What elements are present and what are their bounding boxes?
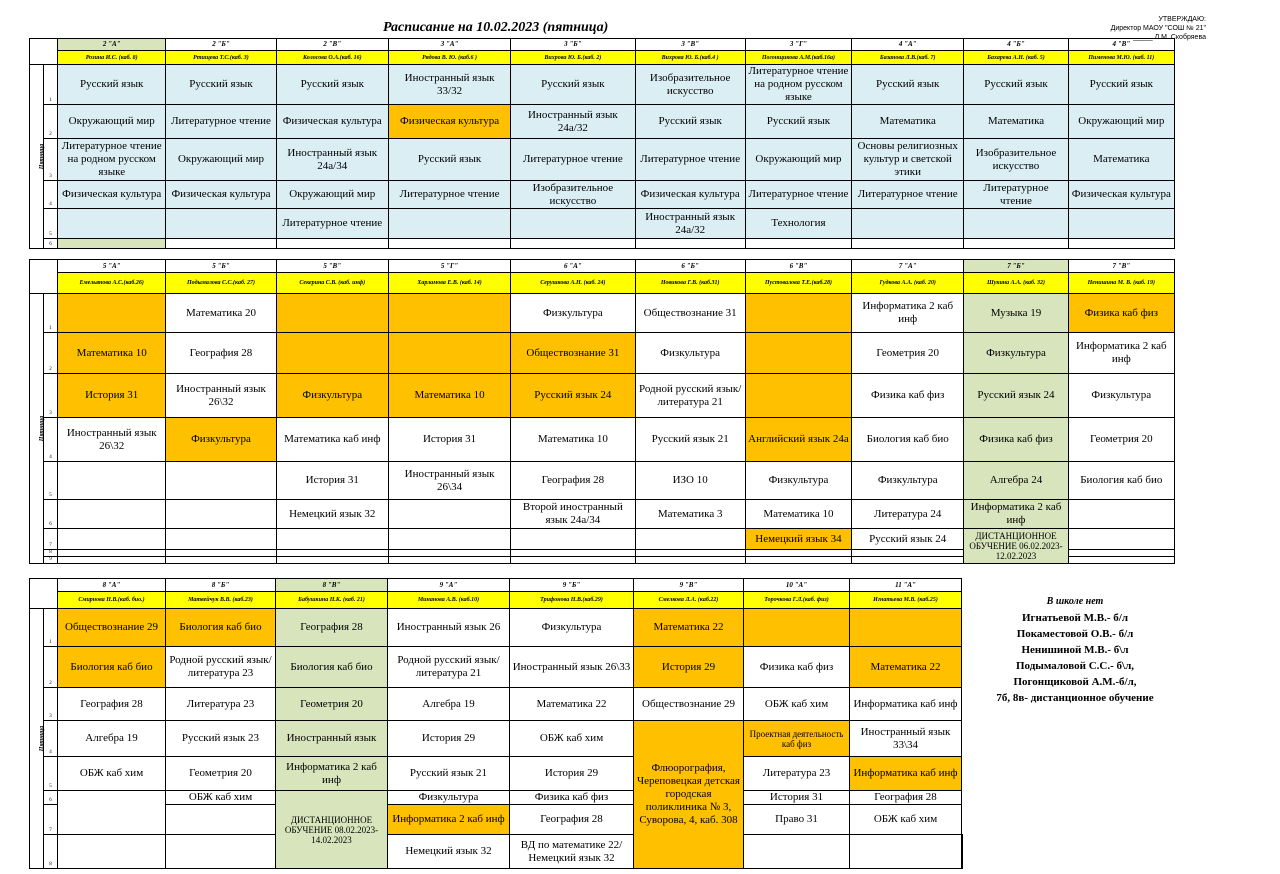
corner-cell [30,260,58,294]
lesson-cell: Родной русский язык/литература 21 [635,374,745,418]
lesson-cell [166,462,276,500]
lesson-cell [964,209,1068,239]
lesson-cell: ОБЖ каб хим [166,791,276,805]
lesson-cell: Литературное чтение [388,181,510,209]
lesson-cell: Математика 3 [635,500,745,529]
lesson-cell: ОБЖ каб хим [744,688,850,721]
class-header: 3 "В" [635,39,745,51]
lesson-cell: Окружающий мир [1068,105,1174,139]
class-header: 9 "В" [634,579,744,592]
lesson-cell [58,835,166,869]
class-header: 5 "В" [276,260,388,273]
lesson-cell [388,294,510,333]
lesson-cell: Русский язык 24 [511,374,635,418]
lesson-cell: Математика 20 [166,294,276,333]
corner-cell [30,39,58,65]
lesson-cell: Физика каб физ [1068,294,1174,333]
lesson-cell [852,209,964,239]
class-header: 4 "В" [1068,39,1174,51]
lesson-cell: Физкультура [964,333,1068,374]
teacher-cell: Гудкова А.А. (каб. 20) [852,273,964,294]
lesson-cell: Изобразительное искусство [511,181,635,209]
lesson-cell: Литература 23 [166,688,276,721]
lesson-cell [58,529,166,550]
lesson-cell [511,209,635,239]
class-header: 9 "Б" [510,579,634,592]
teacher-cell: Игнатьева М.В. (каб.25) [850,592,962,609]
teacher-cell: Вихрова Ю. Б.(каб. 2) [511,51,635,65]
lesson-cell [166,805,276,835]
lesson-cell: Математика [852,105,964,139]
lesson-cell: Русский язык [511,65,635,105]
lesson-cell [744,835,850,869]
class-header: 8 "А" [58,579,166,592]
lesson-cell: Математика 10 [745,500,851,529]
lesson-cell [388,209,510,239]
class-header: 7 "Б" [964,260,1068,273]
class-header: 6 "Б" [635,260,745,273]
lesson-cell: Биология каб био [58,647,166,688]
lesson-cell: Физическая культура [1068,181,1174,209]
teacher-cell: Минанова А.В. (каб.10) [388,592,510,609]
lesson-cell: География 28 [276,609,388,647]
lesson-cell [58,209,166,239]
lesson-cell: Литературное чтение [635,139,745,181]
class-header: 7 "А" [852,260,964,273]
teacher-cell: Колосова О.А.(каб. 16) [276,51,388,65]
class-header: 6 "В" [745,260,851,273]
lesson-cell: Физика каб физ [744,647,850,688]
lesson-cell: Окружающий мир [166,139,276,181]
lesson-cell: Иностранный язык 26\32 [166,374,276,418]
day-label: Пятница [30,65,44,249]
page-title: Расписание на 10.02.2023 (пятница) [383,20,609,35]
lesson-cell [276,529,388,550]
lesson-cell: Русский язык [964,65,1068,105]
lesson-cell: Физкультура [166,418,276,462]
approval-line: Директор МАОУ "СОШ № 21" [1110,25,1206,32]
lesson-cell: Литературное чтение [964,181,1068,209]
lesson-cell [58,500,166,529]
lesson-cell [58,294,166,333]
lesson-cell: Изобразительное искусство [964,139,1068,181]
distance-learning-cell: ДИСТАНЦИОННОЕ ОБУЧЕНИЕ 08.02.2023-14.02.2023 [276,791,388,869]
lesson-cell: Физкультура [1068,374,1174,418]
lesson-cell: Математика 22 [510,688,634,721]
lesson-cell: Иностранный язык 24а/32 [511,105,635,139]
distance-learning-cell: ДИСТАНЦИОННОЕ ОБУЧЕНИЕ 06.02.2023-12.02.2023 [964,529,1068,564]
lesson-cell: История 29 [388,721,510,757]
lesson-cell: Обществознание 31 [511,333,635,374]
class-header: 5 "Г" [388,260,510,273]
lesson-cell: Русский язык 21 [635,418,745,462]
absence-note-line: Подымаловой С.С.- б\л, [1015,660,1135,672]
lesson-cell: Физическая культура [388,105,510,139]
absence-note-line: 7б, 8в- дистанционное обучение [996,692,1154,704]
lesson-cell: Информатика 2 каб инф [1068,333,1174,374]
lesson-cell: Иностранный язык 33/32 [388,65,510,105]
lesson-cell: Литературное чтение [166,105,276,139]
lesson-cell: География 28 [166,333,276,374]
absence-note-heading: В школе нет [1046,596,1104,607]
lesson-cell: Окружающий мир [58,105,166,139]
lesson-cell: Физическая культура [276,105,388,139]
absence-note-line: Ненишиной М.В.- б\л [1021,644,1129,656]
lesson-cell: Проектная деятельность каб физ [744,721,850,757]
lesson-cell: Алгебра 24 [964,462,1068,500]
lesson-cell: Математика [1068,139,1174,181]
lesson-cell: История 29 [634,647,744,688]
lesson-cell: Геометрия 20 [166,757,276,791]
lesson-cell [58,462,166,500]
lesson-cell: Немецкий язык 34 [745,529,851,550]
lesson-cell: ОБЖ каб хим [850,805,962,835]
teacher-cell: Бабушкина Н.К. (каб. 21) [276,592,388,609]
class-header: 4 "А" [852,39,964,51]
teacher-cell: Смелкова Л.А. (каб.22) [634,592,744,609]
lesson-cell: Основы религиозных культур и светской этики [852,139,964,181]
lesson-cell: ОБЖ каб хим [510,721,634,757]
lesson-cell [166,500,276,529]
lesson-cell: Родной русский язык/литература 21 [388,647,510,688]
lesson-cell: Физическая культура [166,181,276,209]
lesson-cell: Русский язык 24 [964,374,1068,418]
class-header: 3 "А" [388,39,510,51]
lesson-cell: Английский язык 24а [745,418,851,462]
class-header: 5 "А" [58,260,166,273]
lesson-cell: Музыка 19 [964,294,1068,333]
lesson-cell [276,294,388,333]
lesson-cell: Русский язык 21 [388,757,510,791]
lesson-cell: Литература 23 [744,757,850,791]
teacher-cell: Розина И.С. (каб. 8) [58,51,166,65]
lesson-cell: Иностранный язык 26 [388,609,510,647]
lesson-cell [388,500,510,529]
schedule-table-senior: 8 "А" 8 "Б" 8 "В" 9 "А" 9 "Б" 9 "В" 10 "А" 11 "А" Смирнова Н.В.(каб. био.) Матвейчук В.В. (каб.23) Бабушкина Н.К. (каб. 21) Минанова А.В. (каб.10) Трифонова Н.В.(каб.29) Смелкова Л.А. (каб.22) Торочкова Г.Л.(каб. физ) Игнатьева М.В. (каб.25) Пятница 1 Обществознание 29 Биология каб био География 28 Иностранный язык 26 Физкультура Математика 22 2 Биология каб био Родной русский язык/литература 23 Биология каб био Родной русский язык/литература 21 Иностранный язык 26\33 История 29 Физика каб физ Математика 22 3 География 28 Литература 23 Геометрия 20 Алгебра 19 Математика 22 Обществознание 29 ОБЖ каб хим Информатика каб инф 4 Алгебра 19 Русский язык 23 Иностранный язык История 29 ОБЖ каб хим Флюорография, Череповецкая детская городская поликлиника № 3, Суворова, 4, каб. 308 Проектная деятельность каб физ Иностранный язык 33\34 5 ОБЖ каб хим Геометрия 20 Информатика 2 каб инф Русский язык 21 История 29 Литература 23 Информатика каб инф 6 ОБЖ каб хим ДИСТАНЦИОННОЕ ОБУЧЕНИЕ 08.02.2023-14.02.2023 Физкультура Физика каб физ История 31 География 28 7 Информатика 2 каб инф География 28 Право 31 ОБЖ каб хим 8 Немецкий язык 32 ВД по математике 22/ Немецкий язык 32 [29,578,963,869]
lesson-cell: Обществознание 29 [634,688,744,721]
lesson-cell: Иностранный язык 33\34 [850,721,962,757]
lesson-cell: Математика 22 [850,647,962,688]
lesson-cell: Обществознание 29 [58,609,166,647]
teacher-cell: Погонщикова А.М.(каб.16а) [745,51,851,65]
lesson-cell: Русский язык [276,65,388,105]
lesson-cell: Технология [745,209,851,239]
lesson-cell: ВД по математике 22/ Немецкий язык 32 [510,835,634,869]
lesson-cell: История 31 [388,418,510,462]
lesson-cell: Биология каб био [166,609,276,647]
lesson-cell: Физкультура [388,791,510,805]
teacher-cell: Секерина С.В. (каб. инф) [276,273,388,294]
absence-note-line: Покаместовой О.В.- б/л [1016,628,1134,640]
lesson-cell: Литературное чтение [511,139,635,181]
lesson-cell [388,529,510,550]
lesson-cell [745,374,851,418]
lesson-cell: Иностранный язык 26\33 [510,647,634,688]
lesson-cell: Русский язык [852,65,964,105]
class-header: 9 "А" [388,579,510,592]
lesson-cell: Математика 10 [388,374,510,418]
lesson-cell: Русский язык [388,139,510,181]
lesson-cell: Окружающий мир [745,139,851,181]
lesson-cell: Физика каб физ [852,374,964,418]
lesson-cell: Физкультура [276,374,388,418]
lesson-cell: Русский язык [745,105,851,139]
lesson-cell [745,294,851,333]
teacher-cell: Бахарева А.Н. (каб. 5) [964,51,1068,65]
lesson-cell: Родной русский язык/литература 23 [166,647,276,688]
teacher-cell: Пустовалова Т.Е.(каб.28) [745,273,851,294]
class-header: 6 "А" [511,260,635,273]
teacher-cell: Пименова М.Ю. (каб. 11) [1068,51,1174,65]
lesson-cell [511,529,635,550]
class-header: 3 "Г" [745,39,851,51]
class-header: 3 "Б" [511,39,635,51]
lesson-cell [388,333,510,374]
lesson-cell: Физическая культура [58,181,166,209]
lesson-cell: География 28 [58,688,166,721]
lesson-cell: Иностранный язык [276,721,388,757]
lesson-cell: История 29 [510,757,634,791]
lesson-cell: Русский язык [58,65,166,105]
lesson-cell: Русский язык 23 [166,721,276,757]
lesson-cell [850,609,962,647]
lesson-cell: Физкультура [745,462,851,500]
lesson-cell: История 31 [276,462,388,500]
approval-line: УТВЕРЖДАЮ: [1158,16,1206,23]
absence-note [985,594,1165,706]
lesson-cell: Иностранный язык 24а/32 [635,209,745,239]
lesson-cell: Информатика каб инф [850,757,962,791]
class-header: 11 "А" [850,579,962,592]
teacher-cell: Ненишина М. В. (каб. 19) [1068,273,1174,294]
lesson-cell: Литературное чтение на родном русском языке [58,139,166,181]
lesson-cell: Литературное чтение [276,209,388,239]
lesson-cell: Физкультура [852,462,964,500]
lesson-cell: История 31 [58,374,166,418]
lesson-cell [1068,500,1174,529]
lesson-cell: Алгебра 19 [388,688,510,721]
teacher-cell: Базанова Л.В.(каб. 7) [852,51,964,65]
lesson-cell: Литературное чтение [852,181,964,209]
lesson-cell: Геометрия 20 [852,333,964,374]
day-label: Пятница [30,294,44,564]
lesson-cell: Немецкий язык 32 [276,500,388,529]
teacher-cell: Ртищева Т.С.(каб. 3) [166,51,276,65]
teacher-cell: Трифонова Н.В.(каб.29) [510,592,634,609]
lesson-cell [58,791,166,835]
lesson-cell: Физика каб физ [964,418,1068,462]
lesson-cell: Право 31 [744,805,850,835]
lesson-cell [745,333,851,374]
teacher-cell: Торочкова Г.Л.(каб. физ) [744,592,850,609]
lesson-cell [166,835,276,869]
teacher-cell: Шукина А.А. (каб. 32) [964,273,1068,294]
lesson-cell: История 31 [744,791,850,805]
lesson-cell [635,529,745,550]
lesson-cell [744,609,850,647]
teacher-cell: Матвейчук В.В. (каб.23) [166,592,276,609]
class-header: 2 "В" [276,39,388,51]
schedule-table-primary: 2 "А" 2 "Б" 2 "В" 3 "А" 3 "Б" 3 "В" 3 "Г" 4 "А" 4 "Б" 4 "В" Розина И.С. (каб. 8) Ртищева Т.С.(каб. 3) Колосова О.А.(каб. 16) Рядова В. Ю. (каб.6 ) Вихрова Ю. Б.(каб. 2) Вихрова Ю. Б.(каб.4 ) Погонщикова А.М.(каб.16а) Базанова Л.В.(каб. 7) Бахарева А.Н. (каб. 5) Пименова М.Ю. (каб. 11) Пятница 1 Русский язык Русский язык Русский язык Иностранный язык 33/32 Русский язык Изобразительное искусство Литературное чтение на родном русском языке Русский язык Русский язык Русский язык 2 Окружающий мир Литературное чтение Физическая культура Физическая культура Иностранный язык 24а/32 Русский язык Русский язык Математика Математика Окружающий мир 3 Литературное чтение на родном русском языке Окружающий мир Иностранный язык 24а/34 Русский язык Литературное чтение Литературное чтение Окружающий мир Основы религиозных культур и светской этики Изобразительное искусство Математика 4 Физическая культура Физическая культура Окружающий мир Литературное чтение Изобразительное искусство Физическая культура Литературное чтение Литературное чтение Литературное чтение Физическая культура 5 Литературное чтение Иностранный язык 24а/32 Технология 6 [29,38,1175,249]
lesson-cell: Литературное чтение на родном русском языке [745,65,851,105]
teacher-cell: Подымалова С.С.(каб. 27) [166,273,276,294]
teacher-cell: Серушкова А.Н. (каб. 24) [511,273,635,294]
lesson-cell: География 28 [850,791,962,805]
class-header: 8 "В" [276,579,388,592]
lesson-cell: Биология каб био [1068,462,1174,500]
class-header: 5 "Б" [166,260,276,273]
lesson-cell: Физика каб физ [510,791,634,805]
teacher-cell: Новикова Г.В. (каб.31) [635,273,745,294]
lesson-cell: Биология каб био [852,418,964,462]
lesson-cell [1068,209,1174,239]
lesson-cell [58,239,166,249]
schedule-table-middle: 5 "А" 5 "Б" 5 "В" 5 "Г" 6 "А" 6 "Б" 6 "В" 7 "А" 7 "Б" 7 "В" Емельянова А.С.(каб.26) Подымалова С.С.(каб. 27) Секерина С.В. (каб. инф) Харламова Е.В. (каб. 14) Серушкова А.Н. (каб. 24) Новикова Г.В. (каб.31) Пустовалова Т.Е.(каб.28) Гудкова А.А. (каб. 20) Шукина А.А. (каб. 32) Ненишина М. В. (каб. 19) Пятница 1 Математика 20 Физкультура Обществознание 31 Информатика 2 каб инф Музыка 19 Физика каб физ 2 Математика 10 География 28 Обществознание 31 Физкультура Геометрия 20 Физкультура Информатика 2 каб инф 3 История 31 Иностранный язык 26\32 Физкультура Математика 10 Русский язык 24 Родной русский язык/литература 21 Физика каб физ Русский язык 24 Физкультура 4 Иностранный язык 26\32 Физкультура Математика каб инф История 31 Математика 10 Русский язык 21 Английский язык 24а Биология каб био Физика каб физ Геометрия 20 5 История 31 Иностранный язык 26\34 География 28 ИЗО 10 Физкультура Физкультура Алгебра 24 Биология каб био 6 Немецкий язык 32 Второй иностранный язык 24а/34 Математика 3 Математика 10 Литература 24 Информатика 2 каб инф 7 Немецкий язык 34 Русский язык 24 ДИСТАНЦИОННОЕ ОБУЧЕНИЕ 06.02.2023-12.02.2023 8 9 [29,259,1175,564]
teacher-cell: Смирнова Н.В.(каб. био.) [58,592,166,609]
lesson-cell [166,529,276,550]
lesson-cell: Обществознание 31 [635,294,745,333]
approval-line: _____ Л.М. Скобряева [1133,34,1206,41]
lesson-cell: География 28 [510,805,634,835]
lesson-cell: Русский язык 24 [852,529,964,550]
lesson-cell: Иностранный язык 26\34 [388,462,510,500]
lesson-cell: Литературное чтение [745,181,851,209]
class-header: 7 "В" [1068,260,1174,273]
lesson-cell: Математика каб инф [276,418,388,462]
lesson-cell [850,835,962,869]
day-label: Пятница [30,609,44,869]
lesson-cell [1068,529,1174,550]
lesson-cell: Математика 10 [58,333,166,374]
corner-cell [30,579,58,609]
lesson-cell: Алгебра 19 [58,721,166,757]
lesson-cell: Информатика 2 каб инф [276,757,388,791]
lesson-cell: Математика 10 [511,418,635,462]
lesson-cell: Иностранный язык 24а/34 [276,139,388,181]
lesson-cell: Математика 22 [634,609,744,647]
lesson-cell [962,835,963,869]
class-header: 8 "Б" [166,579,276,592]
absence-note-line: Игнатьевой М.В.- б/л [1021,612,1129,624]
lesson-cell [166,209,276,239]
lesson-cell: Геометрия 20 [276,688,388,721]
lesson-cell: Биология каб био [276,647,388,688]
lesson-cell [276,333,388,374]
lesson-cell: Изобразительное искусство [635,65,745,105]
lesson-cell: Информатика 2 каб инф [964,500,1068,529]
lesson-cell: ОБЖ каб хим [58,757,166,791]
lesson-cell: Второй иностранный язык 24а/34 [511,500,635,529]
teacher-cell: Емельянова А.С.(каб.26) [58,273,166,294]
teacher-cell: Рядова В. Ю. (каб.6 ) [388,51,510,65]
medical-exam-cell: Флюорография, Череповецкая детская городская поликлиника № 3, Суворова, 4, каб. 308 [634,721,744,869]
lesson-cell: Информатика каб инф [850,688,962,721]
class-header: 4 "Б" [964,39,1068,51]
class-header: 2 "А" [58,39,166,51]
lesson-cell: Окружающий мир [276,181,388,209]
class-header: 2 "Б" [166,39,276,51]
teacher-cell: Харламова Е.В. (каб. 14) [388,273,510,294]
lesson-cell: Физическая культура [635,181,745,209]
class-header: 10 "А" [744,579,850,592]
lesson-cell: Физкультура [635,333,745,374]
lesson-cell: Иностранный язык 26\32 [58,418,166,462]
lesson-cell: Русский язык [1068,65,1174,105]
lesson-cell: Физкультура [511,294,635,333]
lesson-cell: Информатика 2 каб инф [852,294,964,333]
lesson-cell: Немецкий язык 32 [388,835,510,869]
teacher-cell: Вихрова Ю. Б.(каб.4 ) [635,51,745,65]
absence-note-line: Погонщиковой А.М.-б/л, [1013,676,1137,688]
lesson-cell: Русский язык [635,105,745,139]
lesson-cell: Математика [964,105,1068,139]
lesson-cell: Геометрия 20 [1068,418,1174,462]
lesson-cell: Физкультура [510,609,634,647]
lesson-cell: ИЗО 10 [635,462,745,500]
lesson-cell: Русский язык [166,65,276,105]
lesson-cell: Литература 24 [852,500,964,529]
lesson-cell: География 28 [511,462,635,500]
lesson-cell: Информатика 2 каб инф [388,805,510,835]
